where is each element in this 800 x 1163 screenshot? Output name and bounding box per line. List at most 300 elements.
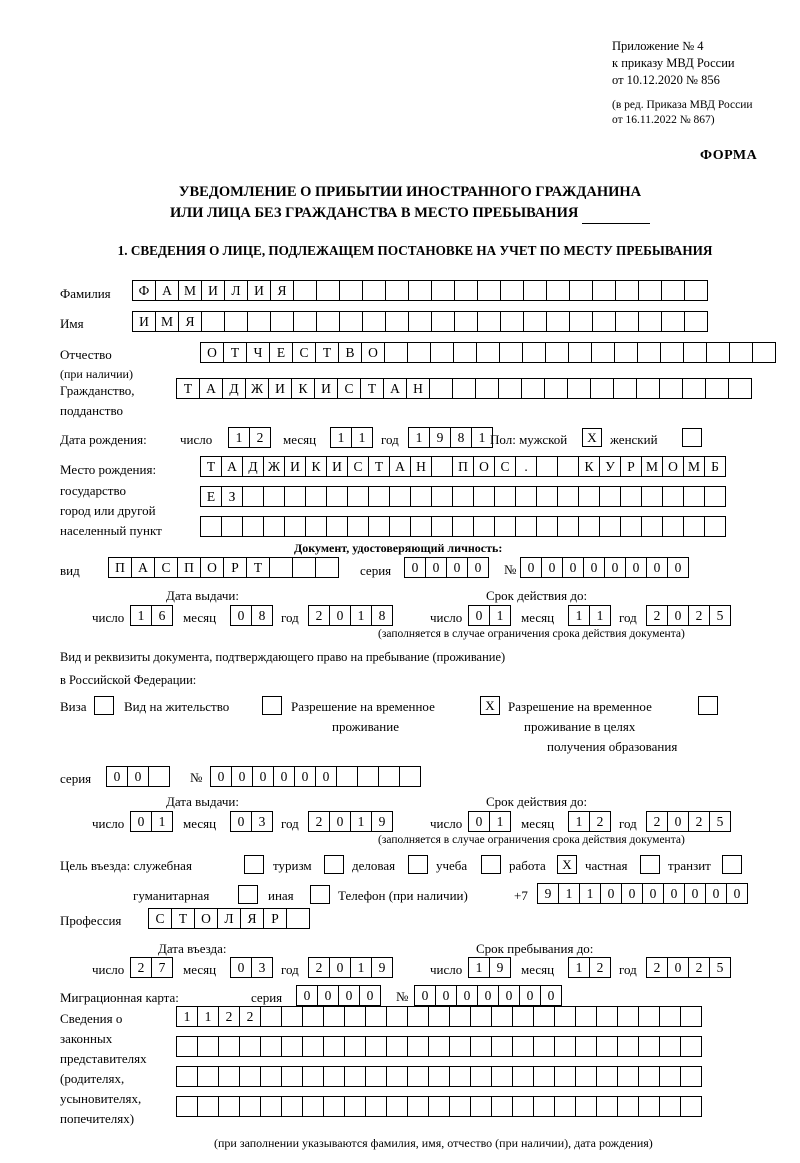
input-cell[interactable]	[473, 516, 495, 537]
input-cell[interactable]	[384, 342, 408, 363]
input-cell[interactable]	[494, 486, 516, 507]
birthplace-row1-cells[interactable]	[200, 456, 725, 477]
input-cell[interactable]	[302, 1036, 324, 1057]
input-cell[interactable]: О	[200, 557, 224, 578]
input-cell[interactable]	[512, 1036, 534, 1057]
input-cell[interactable]: Р	[620, 456, 642, 477]
input-cell[interactable]	[260, 1096, 282, 1117]
input-cell[interactable]: 0	[520, 557, 542, 578]
input-cell[interactable]: 7	[151, 957, 173, 978]
input-cell[interactable]	[620, 516, 642, 537]
temp-residence-checkbox[interactable]: Х	[480, 696, 500, 715]
input-cell[interactable]	[385, 280, 409, 301]
input-cell[interactable]	[201, 311, 225, 332]
input-cell[interactable]	[596, 1036, 618, 1057]
birthplace-row2-cells[interactable]	[200, 486, 725, 507]
input-cell[interactable]	[470, 1036, 492, 1057]
input-cell[interactable]: О	[194, 908, 218, 929]
input-cell[interactable]: И	[326, 456, 348, 477]
input-cell[interactable]	[491, 1096, 513, 1117]
input-cell[interactable]	[407, 1006, 429, 1027]
purpose-study-checkbox[interactable]	[481, 855, 501, 874]
input-cell[interactable]	[224, 311, 248, 332]
input-cell[interactable]	[428, 1006, 450, 1027]
input-cell[interactable]	[596, 1096, 618, 1117]
input-cell[interactable]	[347, 486, 369, 507]
migration-number-cells[interactable]	[414, 985, 561, 1006]
input-cell[interactable]	[339, 311, 363, 332]
input-cell[interactable]	[494, 516, 516, 537]
input-cell[interactable]: 0	[467, 557, 489, 578]
input-cell[interactable]	[499, 342, 523, 363]
purpose-business-checkbox[interactable]	[408, 855, 428, 874]
input-cell[interactable]: 0	[210, 766, 232, 787]
input-cell[interactable]	[176, 1096, 198, 1117]
input-cell[interactable]: Т	[176, 378, 200, 399]
input-cell[interactable]: 0	[230, 811, 252, 832]
input-cell[interactable]	[239, 1096, 261, 1117]
input-cell[interactable]: Ч	[246, 342, 270, 363]
input-cell[interactable]: М	[683, 456, 705, 477]
input-cell[interactable]: А	[199, 378, 223, 399]
edu-residence-checkbox[interactable]	[698, 696, 718, 715]
input-cell[interactable]	[365, 1096, 387, 1117]
input-cell[interactable]	[557, 516, 579, 537]
input-cell[interactable]: 1	[589, 605, 611, 626]
phone-cells[interactable]	[537, 883, 747, 904]
input-cell[interactable]	[476, 342, 500, 363]
stay-valid-year-cells[interactable]	[646, 811, 730, 832]
input-cell[interactable]	[284, 516, 306, 537]
input-cell[interactable]	[512, 1066, 534, 1087]
input-cell[interactable]: 0	[621, 883, 643, 904]
input-cell[interactable]: Д	[222, 378, 246, 399]
input-cell[interactable]	[752, 342, 776, 363]
input-cell[interactable]	[680, 1066, 702, 1087]
input-cell[interactable]: И	[132, 311, 156, 332]
input-cell[interactable]: 2	[130, 957, 152, 978]
input-cell[interactable]	[641, 516, 663, 537]
doc-issue-day-cells[interactable]	[130, 605, 172, 626]
input-cell[interactable]: 5	[709, 957, 731, 978]
input-cell[interactable]: 0	[541, 557, 563, 578]
input-cell[interactable]	[430, 342, 454, 363]
input-cell[interactable]	[536, 456, 558, 477]
input-cell[interactable]	[386, 1006, 408, 1027]
input-cell[interactable]: О	[662, 456, 684, 477]
input-cell[interactable]	[293, 311, 317, 332]
input-cell[interactable]	[365, 1066, 387, 1087]
input-cell[interactable]: Р	[263, 908, 287, 929]
input-cell[interactable]	[326, 516, 348, 537]
input-cell[interactable]: 0	[273, 766, 295, 787]
input-cell[interactable]	[449, 1066, 471, 1087]
input-cell[interactable]	[637, 342, 661, 363]
input-cell[interactable]: 2	[688, 605, 710, 626]
input-cell[interactable]: Л	[217, 908, 241, 929]
input-cell[interactable]: 0	[106, 766, 128, 787]
input-cell[interactable]	[200, 516, 222, 537]
input-cell[interactable]: 0	[625, 557, 647, 578]
input-cell[interactable]	[491, 1036, 513, 1057]
input-cell[interactable]: К	[578, 456, 600, 477]
input-cell[interactable]	[148, 766, 170, 787]
input-cell[interactable]: 0	[562, 557, 584, 578]
input-cell[interactable]	[500, 280, 524, 301]
input-cell[interactable]: О	[473, 456, 495, 477]
input-cell[interactable]: С	[148, 908, 172, 929]
input-cell[interactable]: 0	[127, 766, 149, 787]
input-cell[interactable]	[638, 1066, 660, 1087]
input-cell[interactable]: 2	[646, 811, 668, 832]
input-cell[interactable]	[554, 1036, 576, 1057]
input-cell[interactable]	[399, 766, 421, 787]
input-cell[interactable]: 0	[230, 957, 252, 978]
input-cell[interactable]: И	[284, 456, 306, 477]
input-cell[interactable]: А	[131, 557, 155, 578]
input-cell[interactable]	[454, 280, 478, 301]
input-cell[interactable]	[344, 1066, 366, 1087]
input-cell[interactable]: 1	[351, 427, 373, 448]
input-cell[interactable]	[378, 766, 400, 787]
doc-number-cells[interactable]	[520, 557, 688, 578]
legal-rep-row3-cells[interactable]	[176, 1066, 701, 1087]
birthplace-row3-cells[interactable]	[200, 516, 725, 537]
input-cell[interactable]	[357, 766, 379, 787]
input-cell[interactable]: 0	[231, 766, 253, 787]
input-cell[interactable]	[323, 1006, 345, 1027]
stay-issue-year-cells[interactable]	[308, 811, 392, 832]
input-cell[interactable]: 9	[371, 811, 393, 832]
input-cell[interactable]	[704, 516, 726, 537]
stay-valid-month-cells[interactable]	[568, 811, 610, 832]
input-cell[interactable]: А	[155, 280, 179, 301]
input-cell[interactable]: С	[337, 378, 361, 399]
input-cell[interactable]: А	[383, 378, 407, 399]
input-cell[interactable]	[281, 1096, 303, 1117]
input-cell[interactable]: И	[201, 280, 225, 301]
input-cell[interactable]: .	[515, 456, 537, 477]
input-cell[interactable]	[270, 311, 294, 332]
input-cell[interactable]: 0	[252, 766, 274, 787]
doc-valid-month-cells[interactable]	[568, 605, 610, 626]
input-cell[interactable]	[683, 486, 705, 507]
input-cell[interactable]: 8	[371, 605, 393, 626]
input-cell[interactable]: 0	[446, 557, 468, 578]
input-cell[interactable]: 0	[296, 985, 318, 1006]
input-cell[interactable]: С	[154, 557, 178, 578]
input-cell[interactable]	[293, 280, 317, 301]
sex-male-checkbox[interactable]: Х	[582, 428, 602, 447]
input-cell[interactable]: М	[641, 456, 663, 477]
input-cell[interactable]	[449, 1006, 471, 1027]
input-cell[interactable]: 5	[709, 605, 731, 626]
input-cell[interactable]: 1	[471, 427, 493, 448]
purpose-transit-checkbox[interactable]	[722, 855, 742, 874]
input-cell[interactable]: 9	[489, 957, 511, 978]
input-cell[interactable]: Т	[171, 908, 195, 929]
input-cell[interactable]	[385, 311, 409, 332]
input-cell[interactable]	[452, 516, 474, 537]
input-cell[interactable]	[491, 1066, 513, 1087]
input-cell[interactable]	[567, 378, 591, 399]
input-cell[interactable]	[546, 280, 570, 301]
input-cell[interactable]: З	[221, 486, 243, 507]
input-cell[interactable]	[407, 1096, 429, 1117]
input-cell[interactable]	[615, 311, 639, 332]
input-cell[interactable]	[449, 1096, 471, 1117]
input-cell[interactable]: 1	[489, 811, 511, 832]
residence-permit-checkbox[interactable]	[262, 696, 282, 715]
input-cell[interactable]	[475, 378, 499, 399]
input-cell[interactable]	[620, 486, 642, 507]
input-cell[interactable]: 0	[540, 985, 562, 1006]
input-cell[interactable]: Я	[240, 908, 264, 929]
input-cell[interactable]: Л	[224, 280, 248, 301]
input-cell[interactable]: М	[155, 311, 179, 332]
input-cell[interactable]	[554, 1096, 576, 1117]
input-cell[interactable]: 0	[329, 811, 351, 832]
input-cell[interactable]: Я	[178, 311, 202, 332]
input-cell[interactable]	[662, 486, 684, 507]
input-cell[interactable]	[491, 1006, 513, 1027]
input-cell[interactable]	[368, 486, 390, 507]
input-cell[interactable]: 2	[646, 957, 668, 978]
input-cell[interactable]	[323, 1036, 345, 1057]
input-cell[interactable]: Ф	[132, 280, 156, 301]
input-cell[interactable]	[260, 1036, 282, 1057]
input-cell[interactable]: 0	[684, 883, 706, 904]
input-cell[interactable]: 0	[667, 605, 689, 626]
input-cell[interactable]: Н	[410, 456, 432, 477]
input-cell[interactable]	[680, 1036, 702, 1057]
input-cell[interactable]	[684, 280, 708, 301]
input-cell[interactable]: П	[177, 557, 201, 578]
input-cell[interactable]: 0	[468, 605, 490, 626]
input-cell[interactable]	[242, 486, 264, 507]
input-cell[interactable]	[408, 311, 432, 332]
input-cell[interactable]	[260, 1066, 282, 1087]
input-cell[interactable]	[515, 486, 537, 507]
input-cell[interactable]	[728, 378, 752, 399]
input-cell[interactable]	[407, 1066, 429, 1087]
input-cell[interactable]	[554, 1006, 576, 1027]
input-cell[interactable]	[477, 311, 501, 332]
input-cell[interactable]: 0	[338, 985, 360, 1006]
input-cell[interactable]: 1	[568, 957, 590, 978]
input-cell[interactable]	[284, 486, 306, 507]
input-cell[interactable]	[176, 1066, 198, 1087]
input-cell[interactable]	[613, 378, 637, 399]
input-cell[interactable]: 2	[589, 957, 611, 978]
input-cell[interactable]	[365, 1036, 387, 1057]
input-cell[interactable]: 0	[359, 985, 381, 1006]
input-cell[interactable]: Т	[360, 378, 384, 399]
input-cell[interactable]: 8	[251, 605, 273, 626]
input-cell[interactable]: 1	[151, 811, 173, 832]
input-cell[interactable]	[239, 1036, 261, 1057]
input-cell[interactable]: Е	[269, 342, 293, 363]
input-cell[interactable]	[315, 557, 339, 578]
input-cell[interactable]: 1	[408, 427, 430, 448]
input-cell[interactable]: Е	[200, 486, 222, 507]
input-cell[interactable]: О	[361, 342, 385, 363]
input-cell[interactable]	[281, 1066, 303, 1087]
input-cell[interactable]: Т	[223, 342, 247, 363]
input-cell[interactable]: 0	[315, 766, 337, 787]
legal-rep-row4-cells[interactable]	[176, 1096, 701, 1117]
input-cell[interactable]: 0	[404, 557, 426, 578]
input-cell[interactable]: 2	[589, 811, 611, 832]
stay-end-day-cells[interactable]	[468, 957, 510, 978]
input-cell[interactable]: 1	[197, 1006, 219, 1027]
input-cell[interactable]	[544, 378, 568, 399]
doc-issue-year-cells[interactable]	[308, 605, 392, 626]
input-cell[interactable]	[368, 516, 390, 537]
input-cell[interactable]: С	[494, 456, 516, 477]
input-cell[interactable]	[428, 1066, 450, 1087]
input-cell[interactable]: 1	[330, 427, 352, 448]
input-cell[interactable]	[575, 1006, 597, 1027]
input-cell[interactable]	[729, 342, 753, 363]
input-cell[interactable]: 2	[218, 1006, 240, 1027]
input-cell[interactable]: 0	[329, 605, 351, 626]
input-cell[interactable]	[592, 280, 616, 301]
input-cell[interactable]: В	[338, 342, 362, 363]
input-cell[interactable]: 0	[519, 985, 541, 1006]
input-cell[interactable]	[431, 280, 455, 301]
input-cell[interactable]: К	[291, 378, 315, 399]
input-cell[interactable]	[568, 342, 592, 363]
input-cell[interactable]	[269, 557, 293, 578]
input-cell[interactable]	[326, 486, 348, 507]
input-cell[interactable]: 0	[130, 811, 152, 832]
input-cell[interactable]	[636, 378, 660, 399]
stay-end-year-cells[interactable]	[646, 957, 730, 978]
input-cell[interactable]	[302, 1096, 324, 1117]
input-cell[interactable]	[638, 1096, 660, 1117]
input-cell[interactable]: 1	[468, 957, 490, 978]
input-cell[interactable]: 0	[600, 883, 622, 904]
input-cell[interactable]: 9	[429, 427, 451, 448]
input-cell[interactable]	[344, 1006, 366, 1027]
input-cell[interactable]: 1	[558, 883, 580, 904]
input-cell[interactable]	[533, 1006, 555, 1027]
input-cell[interactable]	[557, 456, 579, 477]
input-cell[interactable]: 0	[667, 811, 689, 832]
purpose-work-checkbox[interactable]: Х	[557, 855, 577, 874]
input-cell[interactable]	[599, 516, 621, 537]
input-cell[interactable]	[428, 1096, 450, 1117]
input-cell[interactable]	[512, 1096, 534, 1117]
input-cell[interactable]: И	[314, 378, 338, 399]
input-cell[interactable]	[286, 908, 310, 929]
input-cell[interactable]	[453, 342, 477, 363]
stay-issue-day-cells[interactable]	[130, 811, 172, 832]
input-cell[interactable]: А	[389, 456, 411, 477]
input-cell[interactable]	[197, 1096, 219, 1117]
input-cell[interactable]: С	[347, 456, 369, 477]
input-cell[interactable]: 0	[230, 605, 252, 626]
input-cell[interactable]	[470, 1006, 492, 1027]
input-cell[interactable]	[575, 1096, 597, 1117]
input-cell[interactable]	[590, 378, 614, 399]
input-cell[interactable]	[197, 1036, 219, 1057]
input-cell[interactable]	[428, 1036, 450, 1057]
input-cell[interactable]: 1	[176, 1006, 198, 1027]
entry-day-cells[interactable]	[130, 957, 172, 978]
input-cell[interactable]: 0	[726, 883, 748, 904]
input-cell[interactable]	[292, 557, 316, 578]
input-cell[interactable]: 0	[294, 766, 316, 787]
input-cell[interactable]	[545, 342, 569, 363]
input-cell[interactable]: Н	[406, 378, 430, 399]
input-cell[interactable]: 0	[414, 985, 436, 1006]
input-cell[interactable]: Ж	[245, 378, 269, 399]
input-cell[interactable]	[596, 1006, 618, 1027]
input-cell[interactable]: П	[108, 557, 132, 578]
input-cell[interactable]	[389, 516, 411, 537]
input-cell[interactable]: 3	[251, 811, 273, 832]
input-cell[interactable]	[554, 1066, 576, 1087]
input-cell[interactable]	[599, 486, 621, 507]
input-cell[interactable]	[515, 516, 537, 537]
input-cell[interactable]	[365, 1006, 387, 1027]
input-cell[interactable]	[533, 1096, 555, 1117]
input-cell[interactable]	[704, 486, 726, 507]
input-cell[interactable]: 2	[239, 1006, 261, 1027]
input-cell[interactable]: М	[178, 280, 202, 301]
input-cell[interactable]	[362, 311, 386, 332]
input-cell[interactable]	[659, 378, 683, 399]
input-cell[interactable]	[500, 311, 524, 332]
input-cell[interactable]	[557, 486, 579, 507]
input-cell[interactable]	[221, 516, 243, 537]
input-cell[interactable]	[452, 486, 474, 507]
input-cell[interactable]	[386, 1036, 408, 1057]
doc-series-cells[interactable]	[404, 557, 488, 578]
profession-cells[interactable]	[148, 908, 309, 929]
input-cell[interactable]	[336, 766, 358, 787]
input-cell[interactable]	[218, 1036, 240, 1057]
input-cell[interactable]: С	[292, 342, 316, 363]
input-cell[interactable]	[263, 486, 285, 507]
input-cell[interactable]	[575, 1036, 597, 1057]
input-cell[interactable]	[470, 1066, 492, 1087]
stay-series-cells[interactable]	[106, 766, 169, 787]
input-cell[interactable]	[569, 280, 593, 301]
input-cell[interactable]: 5	[709, 811, 731, 832]
input-cell[interactable]: 1	[350, 811, 372, 832]
input-cell[interactable]	[305, 486, 327, 507]
input-cell[interactable]	[323, 1096, 345, 1117]
stay-issue-month-cells[interactable]	[230, 811, 272, 832]
input-cell[interactable]: 2	[688, 957, 710, 978]
input-cell[interactable]	[260, 1006, 282, 1027]
input-cell[interactable]: 9	[371, 957, 393, 978]
input-cell[interactable]	[407, 342, 431, 363]
input-cell[interactable]: 1	[489, 605, 511, 626]
input-cell[interactable]	[176, 1036, 198, 1057]
input-cell[interactable]	[661, 311, 685, 332]
input-cell[interactable]: Т	[315, 342, 339, 363]
input-cell[interactable]	[682, 378, 706, 399]
input-cell[interactable]	[407, 1036, 429, 1057]
input-cell[interactable]	[578, 516, 600, 537]
input-cell[interactable]	[431, 311, 455, 332]
input-cell[interactable]: 1	[568, 811, 590, 832]
purpose-private-checkbox[interactable]	[640, 855, 660, 874]
